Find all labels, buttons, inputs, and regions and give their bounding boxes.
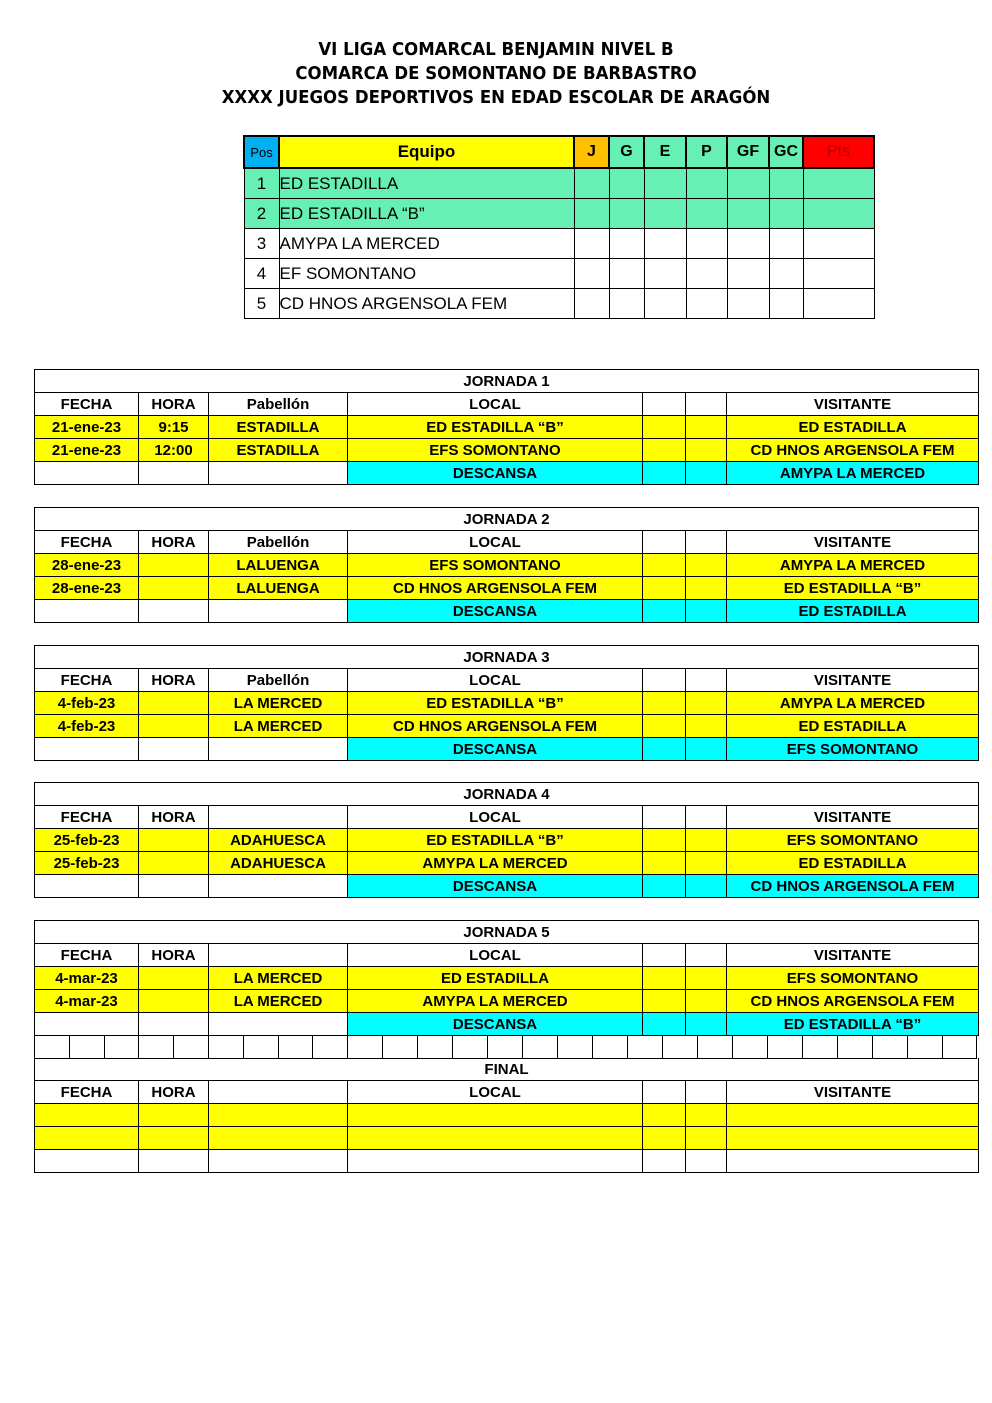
match-hora [139,554,209,577]
row-pos: 3 [244,229,279,259]
match-pabellon: LA MERCED [209,990,348,1013]
header-local: LOCAL [348,944,643,967]
final-header-fecha: FECHA [35,1081,139,1104]
jornada-title-row [35,921,979,944]
match-fecha: 4-mar-23 [35,967,139,990]
score-visitante [686,416,727,439]
score-visitante [686,439,727,462]
row-pos: 2 [244,199,279,229]
jornada-header-row [35,669,979,692]
jornada-title-row [35,370,979,393]
match-visitante: ED ESTADILLA [727,416,979,439]
header-pabellon: Pabellón [209,393,348,416]
final-header-hora: HORA [139,1081,209,1104]
jornada-title-row [35,508,979,531]
row-team: AMYPA LA MERCED [279,229,574,259]
descansa-team: CD HNOS ARGENSOLA FEM [727,875,979,898]
match-fecha: 4-mar-23 [35,990,139,1013]
descansa-label: DESCANSA [348,875,643,898]
jornada-title: JORNADA 3 [35,646,979,669]
header-p: P [686,136,727,168]
jornada-header-row [35,806,979,829]
final-header-local: LOCAL [348,1081,643,1104]
final-empty-row [35,1150,979,1173]
match-visitante: ED ESTADILLA [727,852,979,875]
match-fecha: 25-feb-23 [35,829,139,852]
header-team: Equipo [279,136,574,168]
jornada-header-row [35,393,979,416]
header-pabellon: Pabellón [209,669,348,692]
match-fecha: 25-feb-23 [35,852,139,875]
match-fecha: 4-feb-23 [35,692,139,715]
match-row [35,439,979,462]
header-hora: HORA [139,531,209,554]
match-local: CD HNOS ARGENSOLA FEM [348,715,643,738]
match-local: EFS SOMONTANO [348,439,643,462]
match-local: AMYPA LA MERCED [348,852,643,875]
jornada-title-row [35,783,979,806]
match-row [35,967,979,990]
score-local [643,692,686,715]
match-local: ED ESTADILLA “B” [348,416,643,439]
standings-row [244,229,874,259]
score-local [643,829,686,852]
header-local: LOCAL [348,531,643,554]
match-fecha: 4-feb-23 [35,715,139,738]
header-local: LOCAL [348,393,643,416]
score-local [643,852,686,875]
score-visitante [686,692,727,715]
descansa-team: AMYPA LA MERCED [727,462,979,485]
match-visitante: EFS SOMONTANO [727,829,979,852]
match-hora [139,577,209,600]
title-line-3: XXXX JUEGOS DEPORTIVOS EN EDAD ESCOLAR DE ARAGÓN [221,87,771,108]
match-hora [139,852,209,875]
match-fecha: 28-ene-23 [35,554,139,577]
header-visitante: VISITANTE [727,393,979,416]
match-row [35,829,979,852]
match-local: AMYPA LA MERCED [348,990,643,1013]
header-fecha: FECHA [35,944,139,967]
match-visitante: EFS SOMONTANO [727,967,979,990]
header-hora: HORA [139,393,209,416]
match-pabellon: ESTADILLA [209,416,348,439]
match-hora [139,990,209,1013]
score-visitante [686,715,727,738]
standings-row [244,199,874,229]
header-visitante: VISITANTE [727,806,979,829]
match-pabellon: ADAHUESCA [209,852,348,875]
row-pos: 5 [244,289,279,319]
match-row [35,577,979,600]
jornada-table [34,507,979,623]
jornada-header-row [35,531,979,554]
score-visitante [686,990,727,1013]
final-match-row [35,1127,979,1150]
header-hora: HORA [139,944,209,967]
match-hora: 12:00 [139,439,209,462]
descansa-label: DESCANSA [348,738,643,761]
match-visitante: ED ESTADILLA [727,715,979,738]
descansa-label: DESCANSA [348,1013,643,1036]
score-local [643,439,686,462]
match-hora [139,829,209,852]
row-team: ED ESTADILLA [279,168,574,199]
descansa-label: DESCANSA [348,600,643,623]
match-visitante: CD HNOS ARGENSOLA FEM [727,439,979,462]
row-team: ED ESTADILLA “B” [279,199,574,229]
match-row [35,852,979,875]
standings-row [244,259,874,289]
row-team: EF SOMONTANO [279,259,574,289]
jornada-title: JORNADA 1 [35,370,979,393]
header-visitante: VISITANTE [727,531,979,554]
header-visitante: VISITANTE [727,944,979,967]
descansa-team: EFS SOMONTANO [727,738,979,761]
match-row [35,416,979,439]
header-g: G [609,136,644,168]
descansa-label: DESCANSA [348,462,643,485]
match-pabellon: ADAHUESCA [209,829,348,852]
score-local [643,990,686,1013]
descansa-team: ED ESTADILLA [727,600,979,623]
final-header-visitante: VISITANTE [727,1081,979,1104]
header-fecha: FECHA [35,669,139,692]
match-hora [139,967,209,990]
jornada-title: JORNADA 5 [35,921,979,944]
match-local: CD HNOS ARGENSOLA FEM [348,577,643,600]
standings-table [243,135,875,319]
standings-header [244,136,874,168]
match-hora [139,715,209,738]
score-visitante [686,829,727,852]
match-pabellon: LALUENGA [209,554,348,577]
match-row [35,715,979,738]
jornada-table [34,920,979,1036]
match-local: ED ESTADILLA “B” [348,829,643,852]
match-local: EFS SOMONTANO [348,554,643,577]
descansa-row [35,875,979,898]
match-fecha: 21-ene-23 [35,439,139,462]
match-row [35,990,979,1013]
jornada-table [34,645,979,761]
score-visitante [686,554,727,577]
descansa-row [35,462,979,485]
match-hora: 9:15 [139,416,209,439]
jornada-title-row [35,646,979,669]
score-visitante [686,852,727,875]
header-local: LOCAL [348,669,643,692]
title-line-2: COMARCA DE SOMONTANO DE BARBASTRO [295,63,697,84]
row-pos: 4 [244,259,279,289]
row-team: CD HNOS ARGENSOLA FEM [279,289,574,319]
spacer-grid-row [35,1036,977,1059]
header-fecha: FECHA [35,393,139,416]
header-pabellon [209,806,348,829]
jornada-header-row [35,944,979,967]
score-local [643,967,686,990]
match-local: ED ESTADILLA [348,967,643,990]
match-pabellon: LA MERCED [209,715,348,738]
score-local [643,577,686,600]
document-titles [0,38,992,110]
final-title: FINAL [35,1058,979,1081]
match-row [35,554,979,577]
descansa-row [35,600,979,623]
match-visitante: AMYPA LA MERCED [727,692,979,715]
score-local [643,416,686,439]
jornada-table [34,369,979,485]
match-fecha: 28-ene-23 [35,577,139,600]
jornada-title: JORNADA 2 [35,508,979,531]
header-pabellon: Pabellón [209,531,348,554]
header-pos: Pos [244,136,279,168]
jornada-title: JORNADA 4 [35,783,979,806]
match-local: ED ESTADILLA “B” [348,692,643,715]
descansa-team: ED ESTADILLA “B” [727,1013,979,1036]
score-visitante [686,967,727,990]
match-pabellon: ESTADILLA [209,439,348,462]
header-fecha: FECHA [35,806,139,829]
match-hora [139,692,209,715]
header-gc: GC [769,136,803,168]
header-pabellon [209,944,348,967]
final-table [34,1035,977,1059]
match-pabellon: LALUENGA [209,577,348,600]
match-pabellon: LA MERCED [209,967,348,990]
match-visitante: CD HNOS ARGENSOLA FEM [727,990,979,1013]
header-fecha: FECHA [35,531,139,554]
header-hora: HORA [139,806,209,829]
header-e: E [644,136,686,168]
match-fecha: 21-ene-23 [35,416,139,439]
title-line-1: VI LIGA COMARCAL BENJAMIN NIVEL B [318,39,674,60]
descansa-row [35,1013,979,1036]
header-visitante: VISITANTE [727,669,979,692]
header-j: J [574,136,609,168]
match-visitante: ED ESTADILLA “B” [727,577,979,600]
header-hora: HORA [139,669,209,692]
row-pos: 1 [244,168,279,199]
header-gf: GF [727,136,769,168]
header-local: LOCAL [348,806,643,829]
standings-row [244,289,874,319]
final-table-body [34,1058,979,1173]
standings-row [244,168,874,199]
score-local [643,554,686,577]
match-row [35,692,979,715]
score-local [643,715,686,738]
score-visitante [686,577,727,600]
descansa-row [35,738,979,761]
jornada-table [34,782,979,898]
final-match-row [35,1104,979,1127]
match-visitante: AMYPA LA MERCED [727,554,979,577]
match-pabellon: LA MERCED [209,692,348,715]
header-pts: Pts [803,136,874,168]
